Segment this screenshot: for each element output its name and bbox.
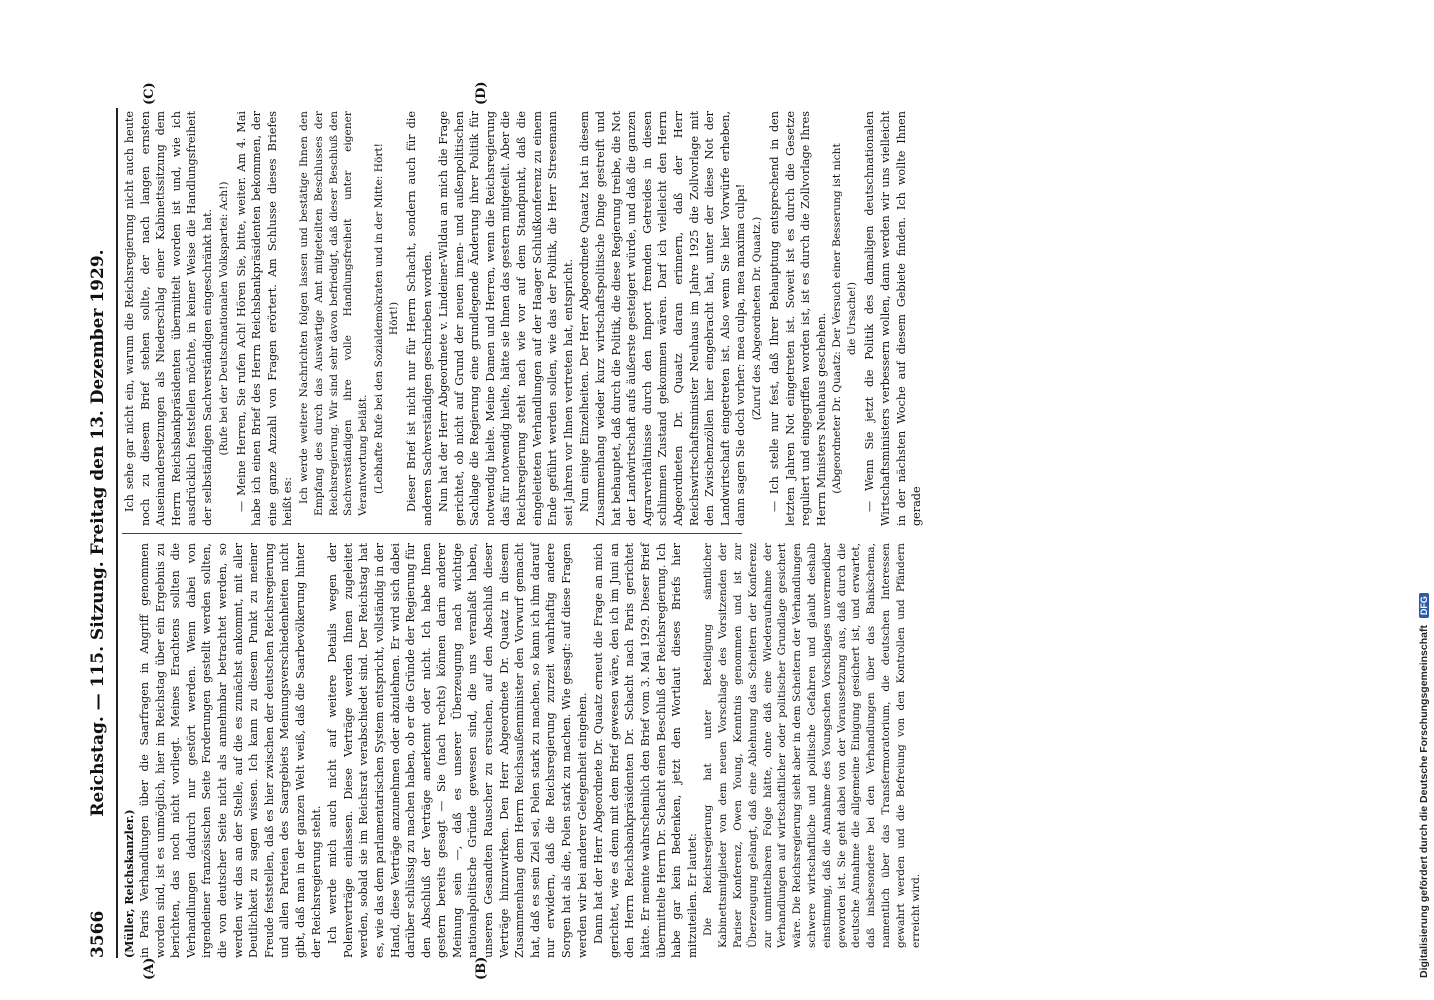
paragraph: Dieser Brief ist nicht nur für Herrn Schacht, sondern auch für die anderen Sachverständigen geschrieben worden. [404,111,434,526]
margin-marker-b: (B) [474,956,489,980]
page-header [82,108,112,958]
paragraph: Ich werde mich auch nicht auf weitere Details wegen der Polenverträge einlassen. Diese Verträge werden Ihnen zugeleitet werden, sobald sie im Reichsrat verabschiedet sind. Der Reichstag hat es, wie das dem parlamentarischen System entspricht, vollständig in der Hand, diese Verträge anzunehmen oder abzulehnen. Er wird sich dabei darüber schlüssig zu machen haben, ob er die Gründe der Regierung für den Abschluß der Verträge anerkennt oder nicht. Ich habe Ihnen gestern bereits gesagt — Sie (nach rechts) können darin anderer Meinung sein —, daß es unserer Überzeugung nach wichtige nationalpolitische Gründe gewesen sind, die uns veranlaßt haben, unseren Gesandten Rauscher zu ersuchen, auf den Abschluß dieser Verträge hinzuwirken. Den Herr Abgeordnete Dr. Quaatz in diesem Zusammenhang dem Herrn Reichsaußenminister den Vorwurf gemacht hat, daß es sein Ziel sei, Polen stark zu machen, so kann ich ihm darauf nur erwidern, daß die Reichsregierung zurzeit wahrhaftig andere Sorgen hat als die, Polen stark zu machen. Wie gesagt: auf diese Fragen werden wir bei anderer Gelegenheit eingehen. [326,543,589,958]
interjection: (Abgeordneter Dr. Quaatz: Der Versuch einer Besserung ist nicht die Ursache!) [831,143,859,494]
right-column [122,111,927,526]
digitization-credit [1418,0,1434,978]
paragraph: Nun einige Einzelheiten. Der Herr Abgeordnete Quaatz hat in diesem Zusammenhang wieder kurz wirtschaftspolitische Dinge gestreift und hat behauptet, daß durch die Politik, die diese Regierung treibe, die Not der Landwirtschaft aufs äußerste gesteigert würde, und daß die ganzen Agrarverhältnisse durch den Import fremden Getreides in diesen schlimmen Zustand gekommen wären. Darf ich vielleicht den Herrn Abgeordneten Dr. Quaatz daran erinnern, daß der Herr Reichswirtschaftsminister Neuhaus im Jahre 1925 die Zollvorlage mit den Zwischenzöllen hier eingebracht hat, unter der diese Not der Landwirtschaft eingetreten ist. Also wenn Sie hier Vorwürfe erheben, dann sagen Sie doch vorher: mea culpa, mea maxima culpa! [578,111,748,526]
interjection: (Rufe bei der Deutschnationalen Volkspartei: Ach!) [217,181,230,456]
interjection: (Zuruf des Abgeordneten Dr. Quaatz.) [750,216,763,421]
paragraph: — Ich stelle nur fest, daß Ihrer Behauptung entsprechend in den letzten Jahren Not eingetreten ist. Soweit ist es durch die Gesetze reguliert und eingegriffen worden ist, ist es durch die Zollvorlage Ihres Herrn Ministers Neuhaus geschehen. [767,111,828,526]
page-number: 3566 [88,910,108,958]
speaker-name: (Müller, Reichskanzler.) [123,809,136,958]
margin-marker-d: (D) [474,81,489,105]
column-divider [122,533,742,534]
rotated-page [82,81,1332,980]
paragraph: in Paris Verhandlungen über die Saarfragen in Angriff genommen worden sind, ist es unmöglich, hier im Reichstag über ein Ergebnis zu berichten, das noch nicht vorliegt. Meines Erachtens sollten die Verhandlungen dadurch nur gestört werden. Wenn dabei von irgendeiner französischen Seite Forderungen gestellt werden sollten, die von deutscher Seite nicht als annehmbar betrachtet werden, so werden wir das an der Stelle, auf die es zunächst ankommt, mit aller Deutlichkeit zu sagen wissen. Ich kann zu diesem Punkt zu meiner Freude feststellen, daß es hier zwischen der deutschen Reichsregierung und allen Parteien des Saargebiets Meinungsverschiedenheiten nicht gibt, daß man in der ganzen Welt weiß, daß die Saarbevölkerung hinter der Reichsregierung steht. [138,543,323,958]
quoted-letter: Ich werde weitere Nachrichten folgen lassen und bestätige Ihnen den Empfang des durch das Auswärtige Amt mitgeteilten Beschlusses der Reichsregierung. Wir sind sehr davon befriedigt, daß dieser Beschluß den Sachverständigen ihre volle Handlungsfreiheit unter eigener Verantwortung beläßt. [297,111,370,516]
paragraph: Ich sehe gar nicht ein, warum die Reichsregierung nicht auch heute noch zu diesem Brief stehen sollte, der nach langen ernsten Auseinandersetzungen als Niederschlag einer Kabinettssitzung dem Herrn Reichsbankpräsidenten übermittelt worden ist und, wie ich ausdrücklich feststellen möchte, in keiner Weise die Handlungsfreiheit der selbständigen Sachverständigen eingeschränkt hat. [123,111,214,526]
header-rule [116,108,118,958]
margin-marker-a: (A) [142,957,157,980]
credit-text: Digitalisierung gefördert durch die Deutsche Forschungsgemeinschaft [1418,625,1430,978]
dfg-logo: DFG [1419,593,1429,618]
paragraph: Nun hat der Herr Abgeordnete v. Lindeiner-Wildau an mich die Frage gerichtet, ob nicht auf Grund der neuen innen- und außenpolitischen Sachlage die Regierung eine grundlegende Änderung ihrer Politik für notwendig hielte. Meine Damen und Herren, wenn die Reichsregierung das für notwendig hielte, hätte sie Ihnen das gestern mitgeteilt. Aber die Reichsregierung steht nach wie vor auf dem Standpunkt, daß die eingeleiteten Verhandlungen auf der Haager Schlußkonferenz zu einem Ende geführt werden sollen, wie das der Politik, die Herr Stresemann seit Jahren vor Ihnen vertreten hat, entspricht. [437,111,575,526]
quoted-letter: Die Reichsregierung hat unter Beteiligung sämtlicher Kabinettsmitglieder von dem neuen Vorschlage des Vorsitzenden der Pariser Konferenz, Owen Young, Kenntnis genommen und ist zur Überzeugung gelangt, daß eine Ablehnung das Scheitern der Konferenz zur unmittelbaren Folge hätte, ohne daß eine Wiederaufnahme der Verhandlungen auf wirtschaftlicher oder politischer Grundlage gesichert wäre. Die Reichsregierung sieht aber in dem Scheitern der Verhandlungen schwere wirtschaftliche und politische Gefahren und glaubt deshalb einstimmig, daß die Annahme des Youngschen Vorschlages unvermeidbar geworden ist. Sie geht dabei von der Voraussetzung aus, daß durch die deutsche Annahme die allgemeine Einigung gesichert ist, und erwartet, daß insbesondere bei den Verhandlungen über das Bankschema, namentlich über das Transfermoratorium, die deutschen Interessen gewahrt werden und die Befreiung von den Kontrollen und Pfändern erreicht wird. [702,543,922,948]
paragraph: Dann hat der Herr Abgeordnete Dr. Quaatz erneut die Frage an mich gerichtet, wie es denn mit dem Brief gewesen wäre, den ich im Juni an den Herrn Reichsbankpräsidenten Dr. Schacht nach Paris gerichtet hätte. Er meinte wahrscheinlich den Brief vom 3. Mai 1929. Dieser Brief übermittelte Herrn Dr. Schacht einen Beschluß der Reichsregierung. Ich habe gar kein Bedenken, jetzt den Wortlaut dieses Briefs hier mitzuteilen. Er lautet: [592,543,699,958]
left-column [122,543,927,958]
page-title: Reichstag. — 115. Sitzung. Freitag den 13. Dezember 1929. [88,249,108,817]
interjection: (Lebhafte Rufe bei den Sozialdemokraten und in der Mitte: Hört! Hört!) [372,143,400,494]
margin-marker-c: (C) [142,82,157,105]
paragraph: — Wenn Sie jetzt die Politik des damaligen deutschnationalen Wirtschaftsministers verbessern wollen, dann werden wir uns vielleicht in der nächsten Woche auf diesem Gebiete finden. Ich wollte Ihnen gerade [863,111,924,526]
paragraph: — Meine Herren, Sie rufen Ach! Hören Sie, bitte, weiter. Am 4. Mai habe ich einen Brief des Herrn Reichsbankpräsidenten bekommen, der eine ganze Anzahl von Fragen erörtert. Am Schlusse dieses Briefes heißt es: [234,111,295,526]
